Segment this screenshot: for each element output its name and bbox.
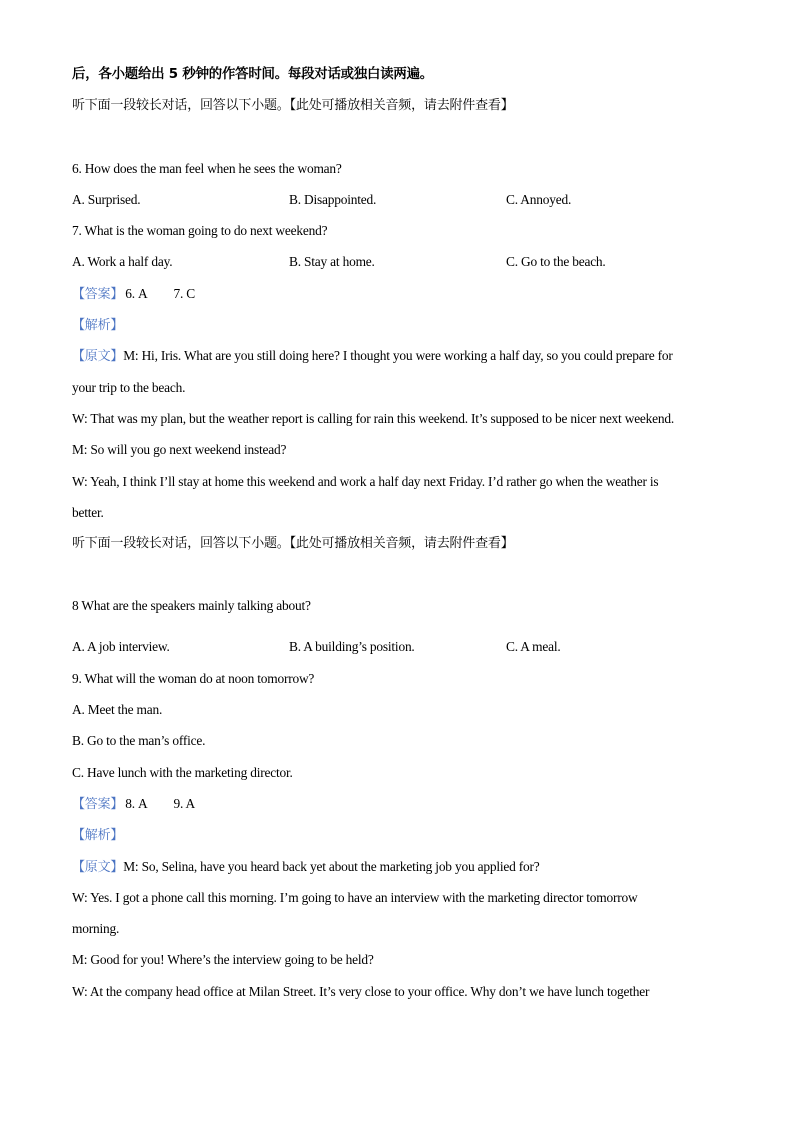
answer-7: 7. C (173, 285, 195, 301)
transcript-line: M: Good for you! Where’s the interview going to be held? (72, 952, 374, 968)
question-7: 7. What is the woman going to do next weekend? (72, 223, 328, 239)
transcript-line: W: Yes. I got a phone call this morning. I’m going to have an interview with the marketing director tomorrow (72, 889, 638, 905)
section2-instruction: 听下面一段较长对话，回答以下小题。【此处可播放相关音频，请去附件查看】 (72, 536, 514, 552)
transcript-line: better. (72, 504, 104, 520)
option-c: C. A meal. (506, 639, 561, 655)
transcript-line: W: Yeah, I think I’ll stay at home this weekend and work a half day next Friday. I’d rather go when the weather is (72, 473, 659, 489)
option-a: A. Work a half day. (72, 254, 173, 270)
analysis-line-1 (72, 314, 732, 345)
section1-instruction: 听下面一段较长对话，回答以下小题。【此处可播放相关音频，请去附件查看】 (72, 98, 514, 114)
answer-6: 6. A (125, 285, 148, 301)
option-c: C. Annoyed. (506, 191, 572, 207)
option-b: B. Disappointed. (289, 191, 377, 207)
option-b: B. Stay at home. (289, 254, 375, 270)
transcript-text: M: Hi, Iris. What are you still doing here? I thought you were working a half day, so you could prepare for (123, 348, 673, 364)
analysis-tag: 【解析】 (72, 828, 124, 844)
transcript-line (72, 345, 732, 376)
source-tag: 【原文】 (72, 859, 124, 875)
transcript-line: W: That was my plan, but the weather report is calling for rain this weekend. It’s supposed to be nicer next weekend. (72, 410, 675, 426)
answer-line-2 (72, 793, 732, 824)
question-6: 6. How does the man feel when he sees the woman? (72, 160, 342, 176)
question-7-options (72, 251, 732, 282)
transcript-text: M: So, Selina, have you heard back yet about the marketing job you applied for? (123, 858, 540, 874)
option-b: B. A building’s position. (289, 639, 415, 655)
document-page (72, 64, 732, 1012)
answer-line-1 (72, 283, 732, 314)
transcript-line (72, 856, 732, 887)
transcript-line: morning. (72, 921, 120, 937)
analysis-tag: 【解析】 (72, 318, 124, 334)
option-b: B. Go to the man’s office. (72, 733, 206, 749)
option-c: C. Go to the beach. (506, 254, 606, 270)
analysis-line-2 (72, 824, 732, 855)
question-9: 9. What will the woman do at noon tomorrow? (72, 670, 315, 686)
answer-9: 9. A (173, 795, 195, 811)
question-8-options (72, 636, 732, 667)
question-6-options (72, 189, 732, 220)
header-line: 后，各小题给出 5 秒钟的作答时间。每段对话或独白读两遍。 (72, 67, 433, 82)
option-a: A. Surprised. (72, 191, 141, 207)
answer-8: 8. A (125, 795, 148, 811)
source-tag: 【原文】 (72, 349, 124, 365)
transcript-line: your trip to the beach. (72, 379, 186, 395)
answer-tag: 【答案】 (72, 286, 124, 302)
question-8: 8 What are the speakers mainly talking about? (72, 598, 311, 614)
option-a: A. Meet the man. (72, 702, 163, 718)
answer-tag: 【答案】 (72, 796, 124, 812)
option-c: C. Have lunch with the marketing director. (72, 764, 293, 780)
option-a: A. A job interview. (72, 639, 170, 655)
transcript-line: W: At the company head office at Milan Street. It’s very close to your office. Why don’t we have lunch together (72, 983, 650, 999)
transcript-line: M: So will you go next weekend instead? (72, 442, 287, 458)
